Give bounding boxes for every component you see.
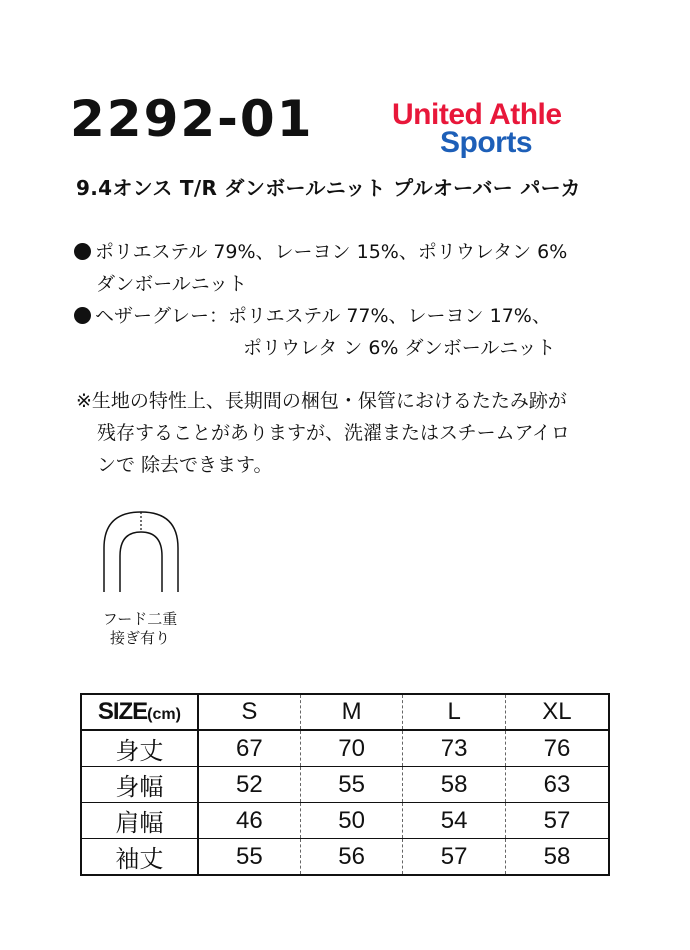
note-line-3: ンで 除去できます。: [97, 454, 273, 476]
table-cell: 55: [300, 767, 403, 803]
table-cell: 76: [505, 730, 609, 767]
table-cell: 46: [198, 803, 301, 839]
hood-label-line2: 接ぎ有り: [109, 629, 170, 647]
brand-logo-line1: United Athle: [392, 98, 562, 131]
table-cell: 73: [403, 730, 506, 767]
size-table: [80, 693, 610, 876]
table-row: [81, 730, 609, 767]
spec-text-3: ヘザーグレー：ポリエステル 77%、レーヨン 17%、: [95, 305, 551, 327]
table-cell: 70: [300, 730, 403, 767]
table-cell: 67: [198, 730, 301, 767]
product-name: 9.4オンス T/R ダンボールニット プルオーバー パーカ: [76, 176, 581, 200]
spec-line-2: ダンボールニット: [96, 273, 248, 295]
hood-seam-icon: [96, 508, 186, 594]
table-cell: 56: [300, 839, 403, 876]
size-header-label: SIZE: [97, 698, 148, 725]
table-cell: 57: [505, 803, 609, 839]
row-label: 肩幅: [81, 803, 198, 839]
table-row: [81, 839, 609, 876]
table-cell: 58: [505, 839, 609, 876]
spec-line-1: [74, 243, 567, 262]
hood-label-line1: フード二重: [102, 610, 178, 628]
model-number: 2292-01: [70, 90, 314, 148]
table-cell: 58: [403, 767, 506, 803]
size-col-xl: XL: [505, 694, 609, 730]
size-col-m: M: [300, 694, 403, 730]
size-col-l: L: [403, 694, 506, 730]
spec-line-3: [74, 307, 551, 326]
brand-logo: [392, 100, 622, 158]
row-label: 身丈: [81, 730, 198, 767]
note-line-1: ※生地の特性上、長期間の梱包・保管におけるたたみ跡が: [76, 390, 567, 412]
spec-line-4: ポリウレタ ン 6% ダンボールニット: [243, 337, 556, 359]
table-cell: 55: [198, 839, 301, 876]
table-cell: 50: [300, 803, 403, 839]
table-cell: 54: [403, 803, 506, 839]
brand-logo-line2: Sports: [440, 126, 533, 159]
row-label: 身幅: [81, 767, 198, 803]
table-cell: 63: [505, 767, 609, 803]
size-header-cell: [81, 694, 198, 730]
bullet-icon: [74, 307, 91, 324]
table-row: [81, 767, 609, 803]
table-cell: 52: [198, 767, 301, 803]
table-cell: 57: [403, 839, 506, 876]
row-label: 袖丈: [81, 839, 198, 876]
size-header-unit: (cm): [147, 706, 181, 723]
note-line-2: 残存することがありますが、洗濯またはスチームアイロ: [97, 422, 570, 444]
bullet-icon: [74, 243, 91, 260]
size-col-s: S: [198, 694, 301, 730]
table-row: [81, 803, 609, 839]
size-table-header: [81, 694, 609, 730]
spec-text-1: ポリエステル 79%、レーヨン 15%、ポリウレタン 6%: [95, 241, 568, 263]
